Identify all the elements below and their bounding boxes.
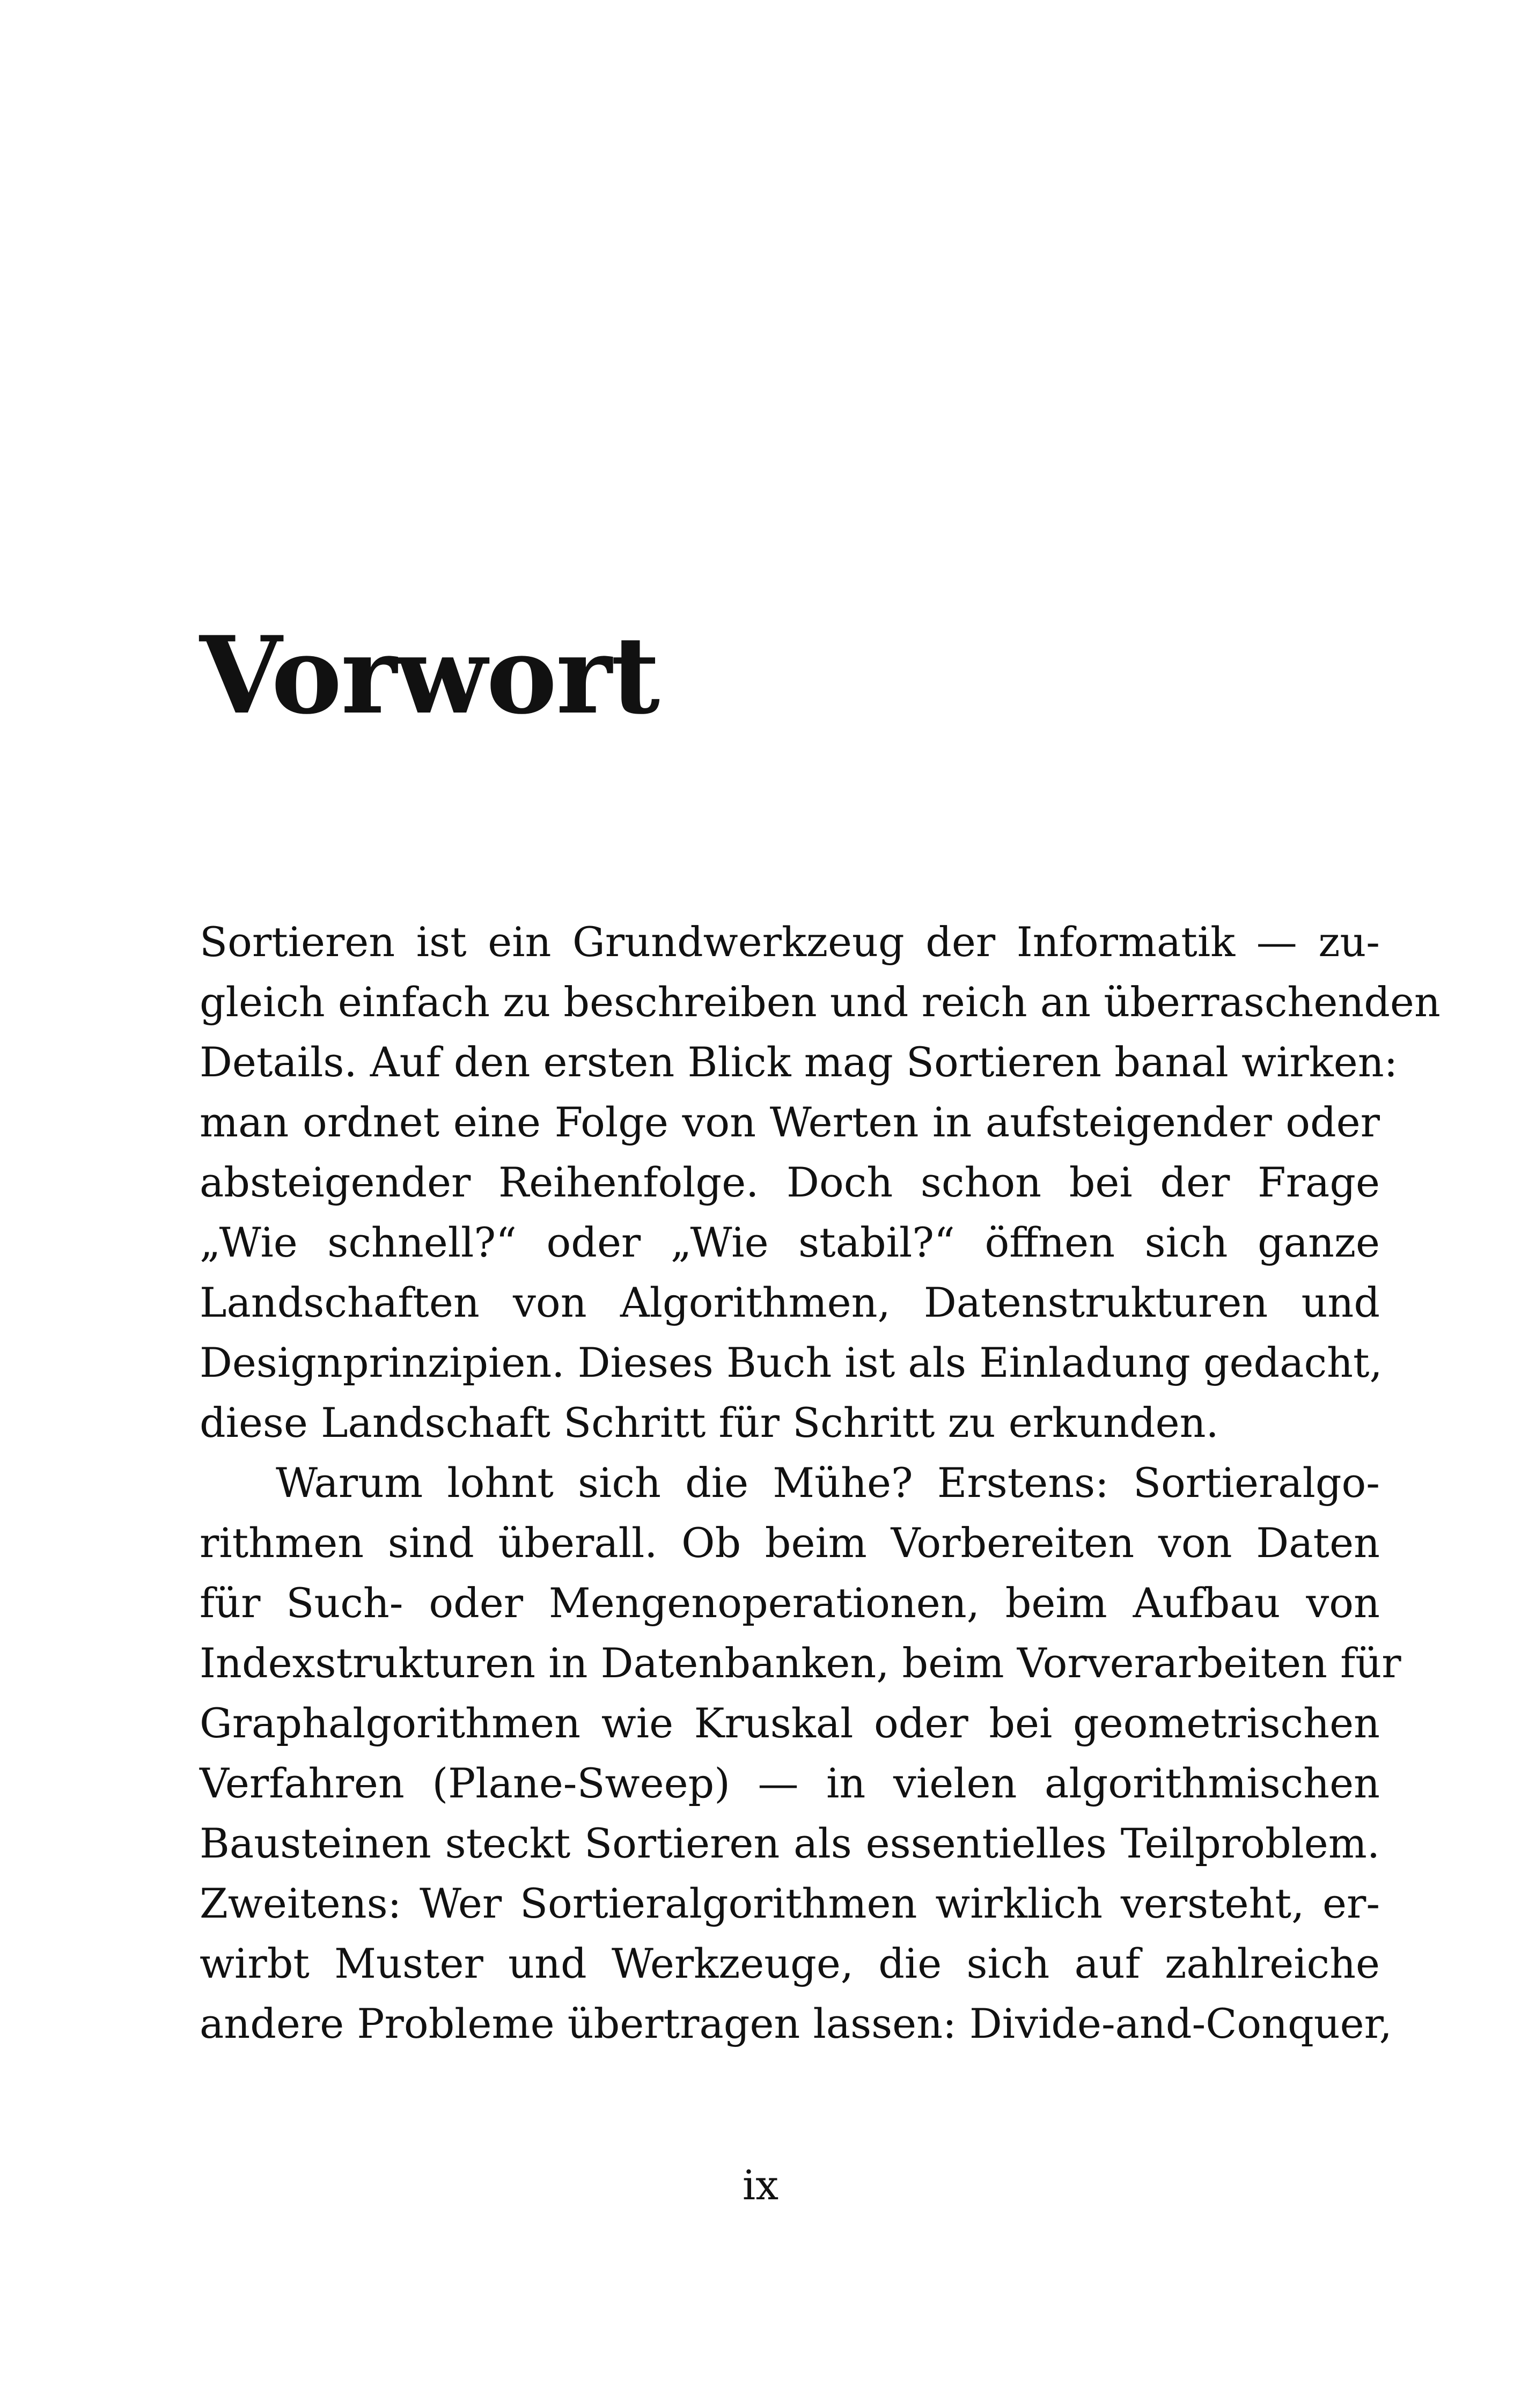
text-line: „Wie schnell?“ oder „Wie stabil?“ öffnen sich ganze [200, 1218, 1380, 1266]
body-text [200, 912, 1441, 2054]
text-line: Sortieren ist ein Grundwerkzeug der Informatik — zu- [200, 918, 1380, 966]
text-line: wirbt Muster und Werkzeuge, die sich auf zahlreiche [200, 1940, 1380, 1987]
text-line: Designprinzipien. Dieses Buch ist als Einladung gedacht, [200, 1339, 1383, 1386]
chapter-title: Vorwort [200, 613, 659, 738]
text-line: Zweitens: Wer Sortieralgorithmen wirklich versteht, er- [200, 1880, 1380, 1927]
text-line: Bausteinen steckt Sortieren als essentielles Teilproblem. [200, 1819, 1380, 1867]
text-line: andere Probleme übertragen lassen: Divide-and-Conquer, [200, 2000, 1392, 2047]
text-line: absteigender Reihenfolge. Doch schon bei der Frage [200, 1158, 1380, 1206]
text-line: diese Landschaft Schritt für Schritt zu erkunden. [200, 1399, 1219, 1447]
text-line: gleich einfach zu beschreiben und reich an überraschenden [200, 978, 1441, 1026]
text-line: Details. Auf den ersten Blick mag Sortieren banal wirken: [200, 1038, 1398, 1086]
page-number: ix [742, 2161, 779, 2209]
paragraph-1 [200, 912, 1441, 1453]
text-line: rithmen sind überall. Ob beim Vorbereiten von Daten [200, 1519, 1380, 1567]
paragraph-2 [200, 1453, 1401, 2054]
text-line: man ordnet eine Folge von Werten in aufsteigender oder [200, 1098, 1380, 1146]
text-line: für Such- oder Mengenoperationen, beim Aufbau von [200, 1579, 1380, 1627]
text-line: Verfahren (Plane-Sweep) — in vielen algorithmischen [200, 1759, 1380, 1807]
text-line: Warum lohnt sich die Mühe? Erstens: Sortieralgo- [276, 1459, 1380, 1507]
text-line: Graphalgorithmen wie Kruskal oder bei geometrischen [200, 1699, 1380, 1747]
text-line: Indexstrukturen in Datenbanken, beim Vorverarbeiten für [200, 1639, 1401, 1687]
text-line: Landschaften von Algorithmen, Datenstrukturen und [200, 1279, 1380, 1326]
